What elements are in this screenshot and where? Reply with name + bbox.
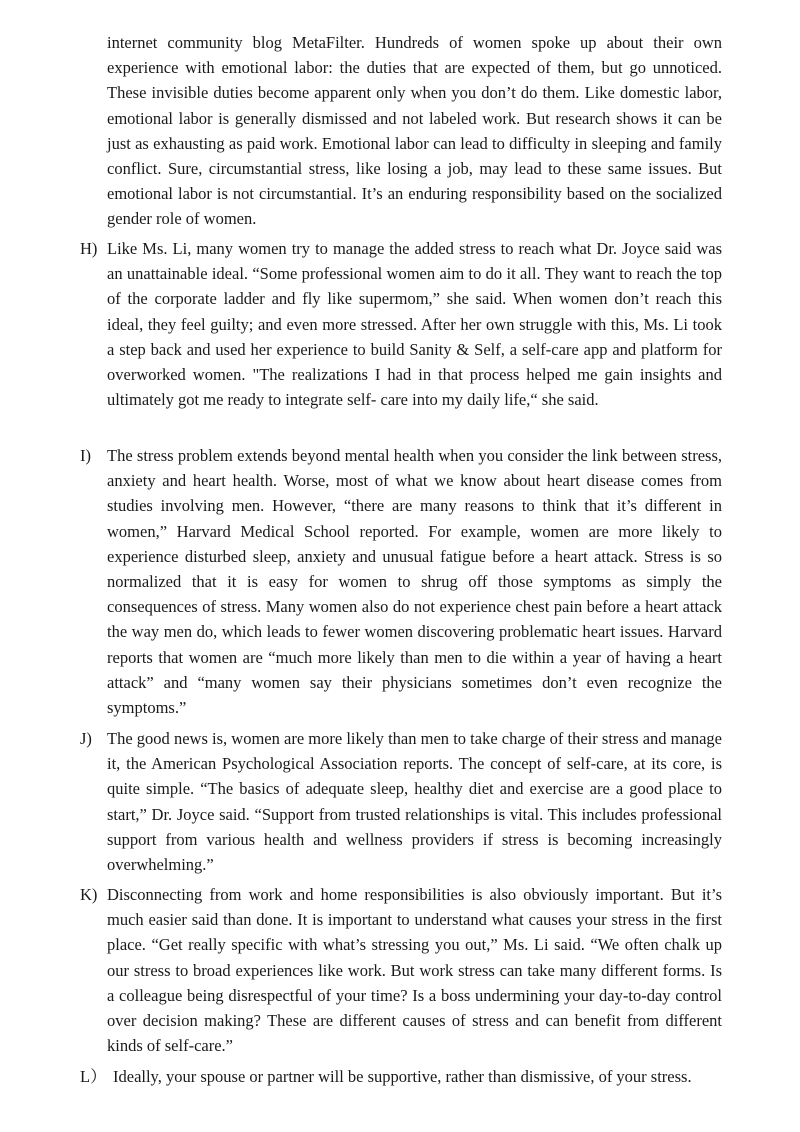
paragraph-label: I) <box>80 446 91 465</box>
paragraph-label: L） <box>80 1067 107 1086</box>
paragraph-text: The stress problem extends beyond mental health when you consider the link between stress, anxiety and heart health. Worse, most of what we know about heart disease comes from studies involving men. However, “there are many reasons to think that it’s different in women,” Harvard Medical School reported. For example, women are more likely to experience disturbed sleep, anxiety and unusual fatigue before a heart attack. Stress is so normalized that it is easy for women to shrug off those symptoms as simply the consequences of stress. Many women also do not experience chest pain before a heart attack the way men do, which leads to fewer women discovering problematic heart issues. Harvard reports that women are “much more likely than men to die within a year of having a heart attack” and “many women say their physicians sometimes don’t even recognize the symptoms.” <box>107 446 722 718</box>
paragraph-label: K) <box>80 885 98 904</box>
paragraph-label: H) <box>80 239 98 258</box>
paragraph-l <box>80 1064 722 1089</box>
paragraph-text: Like Ms. Li, many women try to manage the added stress to reach what Dr. Joyce said was an unattainable ideal. “Some professional women aim to do it all. They want to reach the top of the corporate ladder and fly like supermom,” she said. When women don’t reach this ideal, they feel guilty; and even more stressed. After her own struggle with this, Ms. Li took a step back and used her experience to build Sanity & Self, a self-care app and platform for overworked women. "The realizations I had in that process helped me gain insights and ultimately got me ready to integrate self- care into my daily life,“ she said. <box>107 239 722 410</box>
paragraph-g-continuation <box>80 30 722 232</box>
paragraph-label: J) <box>80 729 92 748</box>
paragraph-h <box>80 236 722 412</box>
paragraph-i <box>80 443 722 720</box>
paragraph-text: internet community blog MetaFilter. Hundreds of women spoke up about their own experience with emotional labor: the duties that are expected of them, but go unnoticed. These invisible duties become apparent only when you don’t do them. Like domestic labor, emotional labor is generally dismissed and not labeled work. But research shows it can be just as exhausting as paid work. Emotional labor can lead to difficulty in sleeping and family conflict. Sure, circumstantial stress, like losing a job, may lead to these same issues. But emotional labor is not circumstantial. It’s an enduring responsibility based on the socialized gender role of women. <box>107 33 722 229</box>
paragraph-text: Disconnecting from work and home responsibilities is also obviously important. But it’s much easier said than done. It is important to understand what causes your stress in the first place. “Get really specific with what’s stressing you out,” Ms. Li said. “We often chalk up our stress to broad experiences like work. But work stress can take many different forms. Is a colleague being disrespectful of your time? Is a boss undermining your day-to-day control over decision making? These are different causes of stress and can benefit from different kinds of self-care.” <box>107 885 722 1056</box>
paragraph-k <box>80 882 722 1058</box>
paragraph-text: The good news is, women are more likely than men to take charge of their stress and manage it, the American Psychological Association reports. The concept of self-care, at its core, is quite simple. “The basics of adequate sleep, healthy diet and exercise are a good place to start,” Dr. Joyce said. “Support from trusted relationships is vital. This includes professional support from various health and wellness providers if stress is becoming increasingly overwhelming.” <box>107 729 722 875</box>
paragraph-text: Ideally, your spouse or partner will be supportive, rather than dismissive, of your stress. <box>113 1067 692 1086</box>
paragraph-j <box>80 726 722 877</box>
